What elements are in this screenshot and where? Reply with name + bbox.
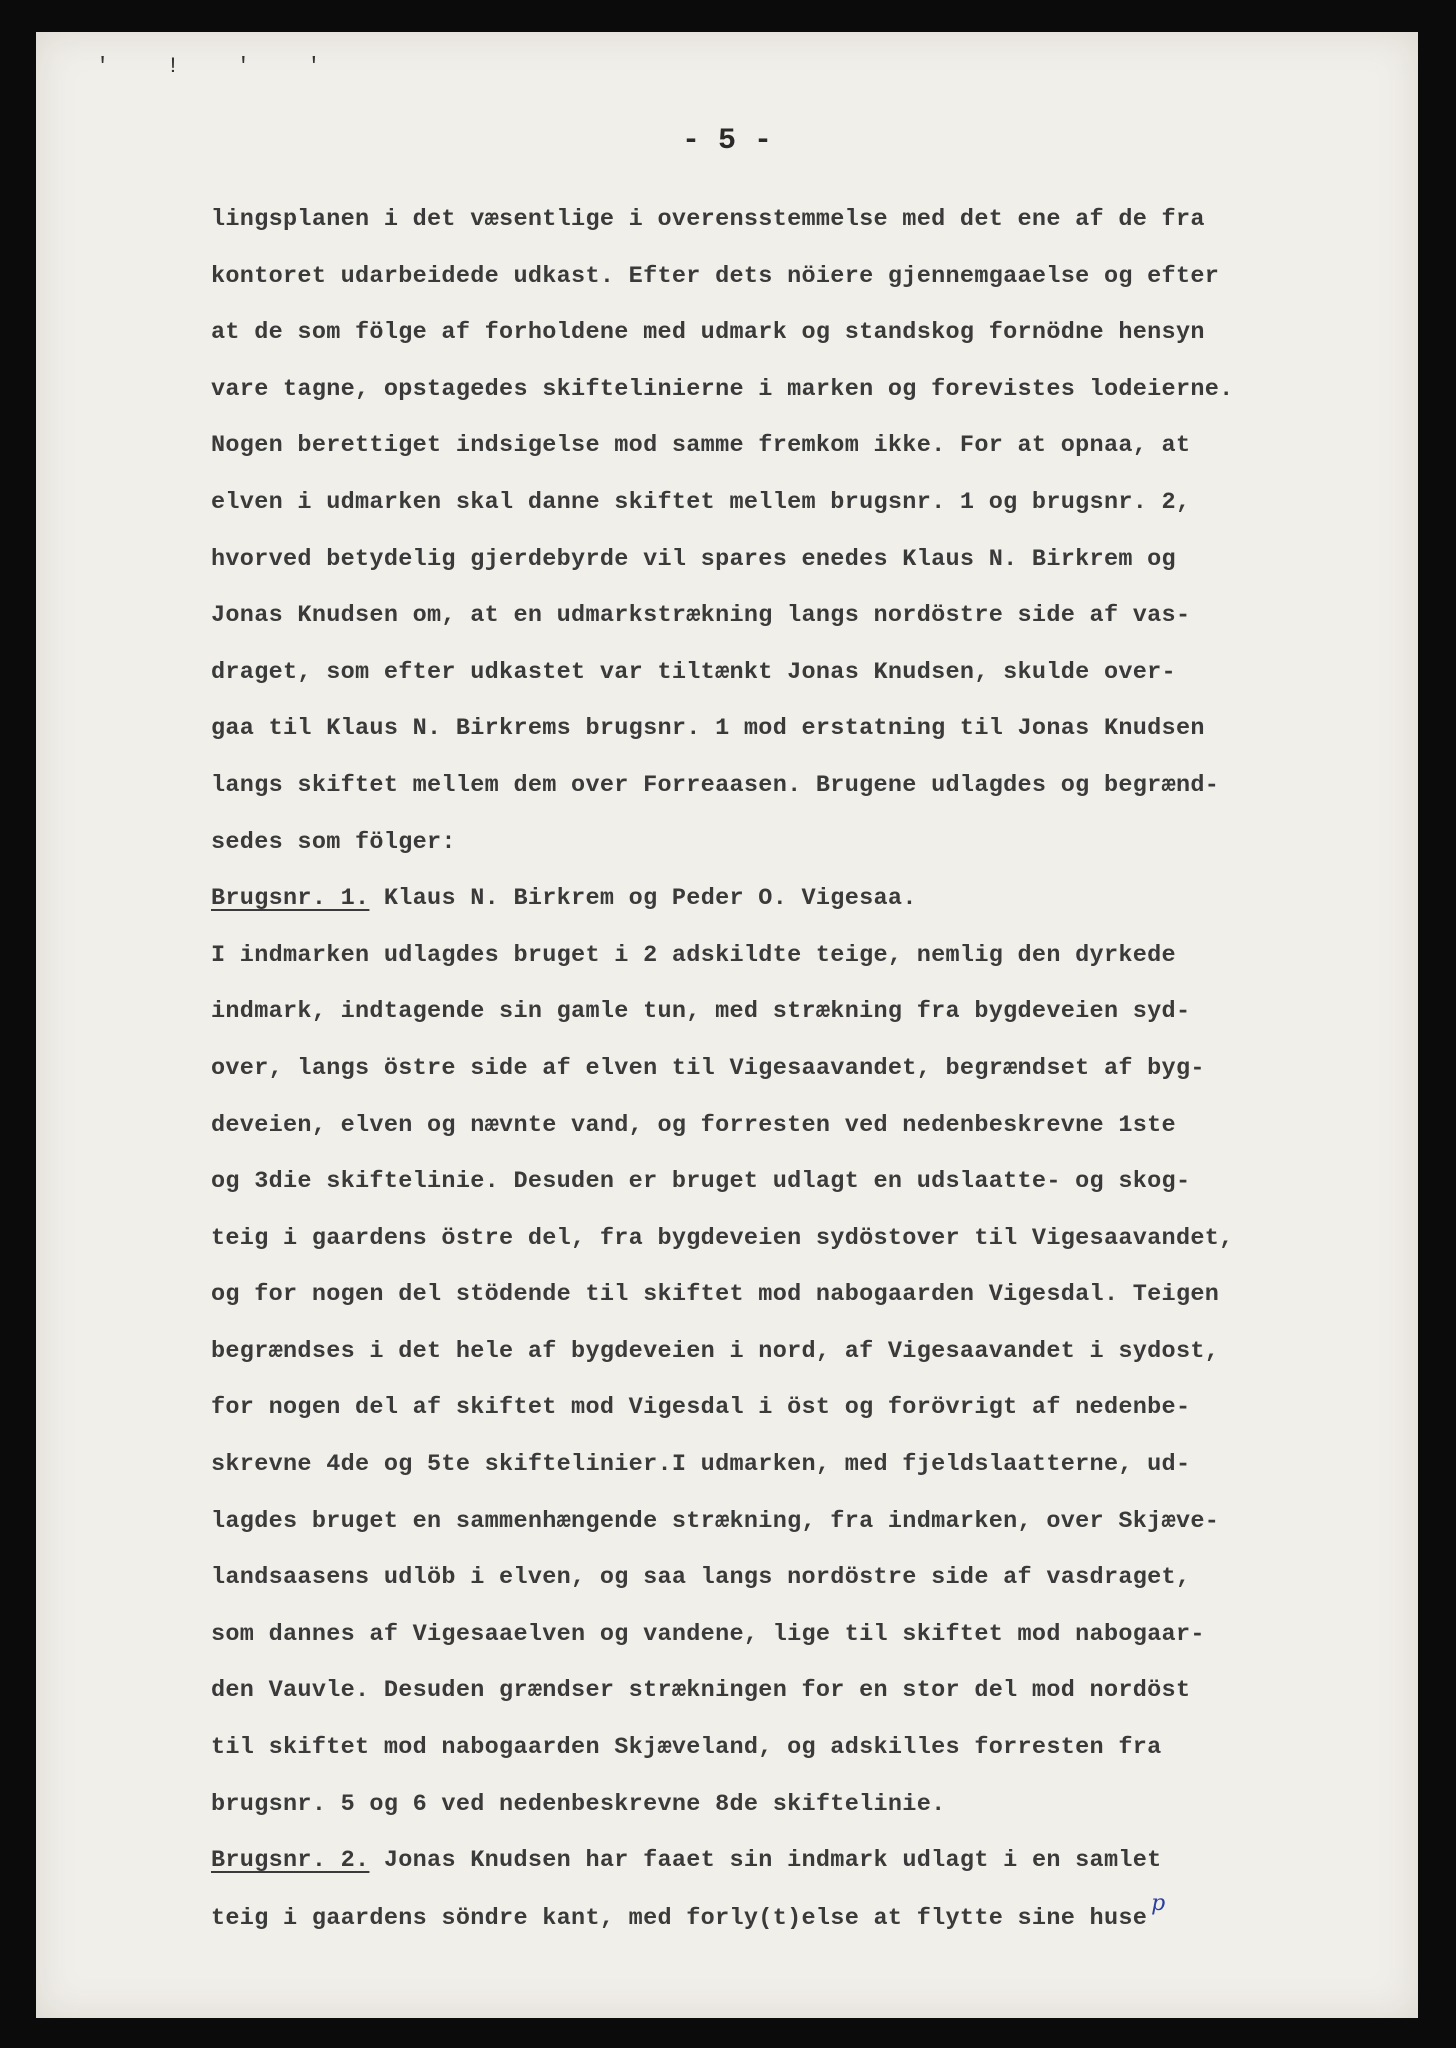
text-line: gaa til Klaus N. Birkrems brugsnr. 1 mod erstatning til Jonas Knudsen [211,715,1205,743]
text-line: over, langs östre side af elven til Vigesaavandet, begrændset af byg- [211,1054,1205,1082]
text-line: hvorved betydelig gjerdebyrde vil spares enedes Klaus N. Birkrem og [211,545,1176,573]
text-line: landsaasens udlöb i elven, og saa langs nordöstre side af vasdraget, [211,1564,1191,1592]
text-line [211,1890,1456,1947]
text-line: brugsnr. 5 og 6 ved nedenbeskrevne 8de skiftelinie. [211,1790,946,1818]
text-line: og 3die skiftelinie. Desuden er bruget udlagt en udslaatte- og skog- [211,1168,1191,1196]
text-line: teig i gaardens östre del, fra bygdeveien sydöstover til Vigesaavandet, [211,1224,1234,1252]
text-line: begrændses i det hele af bygdeveien i nord, af Vigesaavandet i sydost, [211,1337,1220,1365]
handwritten-correction: p [1151,1890,1166,1916]
text-line: den Vauvle. Desuden grændser strækningen for en stor del mod nordöst [211,1677,1191,1705]
line-text: Jonas Knudsen har faaet sin indmark udlagt i en samlet [369,1847,1162,1875]
text-line: til skiftet mod nabogaarden Skjæveland, og adskilles forresten fra [211,1734,1162,1762]
text-line: deveien, elven og nævnte vand, og forresten ved nedenbeskrevne 1ste [211,1111,1176,1139]
text-line: draget, som efter udkastet var tiltænkt Jonas Knudsen, skulde over- [211,658,1176,686]
text-line: vare tagne, opstagedes skiftelinierne i marken og forevistes lodeierne. [211,375,1234,403]
text-line: elven i udmarken skal danne skiftet mellem brugsnr. 1 og brugsnr. 2, [211,488,1191,516]
typewritten-body [211,192,1456,1946]
text-line: lagdes bruget en sammenhængende strækning, fra indmarken, over Skjæve- [211,1507,1220,1535]
text-line: I indmarken udlagdes bruget i 2 adskildte teige, nemlig den dyrkede [211,941,1176,969]
section-heading: Brugsnr. 2. [211,1847,370,1875]
text-line [211,1833,1456,1890]
line-text: Klaus N. Birkrem og Peder O. Vigesaa. [369,885,917,913]
text-line: som dannes af Vigesaaelven og vandene, lige til skiftet mod nabogaar- [211,1620,1205,1648]
text-line: skrevne 4de og 5te skiftelinier.I udmarken, med fjeldslaatterne, ud- [211,1451,1191,1479]
text-line: Jonas Knudsen om, at en udmarkstrækning langs nordöstre side af vas- [211,602,1191,630]
text-line: langs skiftet mellem dem over Forreaasen. Brugene udlagdes og begrænd- [211,771,1220,799]
text-line [211,871,1456,928]
margin-specks: ' ! ' ' [96,54,343,79]
text-line: at de som fölge af forholdene med udmark og standskog fornödne hensyn [211,319,1205,347]
section-heading: Brugsnr. 1. [211,885,370,913]
text-line: lingsplanen i det væsentlige i overensstemmelse med det ene af de fra [211,206,1205,233]
text-line: indmark, indtagende sin gamle tun, med strækning fra bygdeveien syd- [211,998,1191,1026]
line-text: teig i gaardens söndre kant, med forly(t)else at flytte sine huse [211,1904,1148,1932]
text-line: Nogen berettiget indsigelse mod samme fremkom ikke. For at opnaa, at [211,432,1191,460]
text-line: og for nogen del stödende til skiftet mod nabogaarden Vigesdal. Teigen [211,1281,1220,1309]
page-number: - 5 - [681,124,772,158]
document-page [36,32,1418,2018]
text-line: kontoret udarbeidede udkast. Efter dets nöiere gjennemgaaelse og efter [211,262,1220,290]
text-line: sedes som fölger: [211,828,456,856]
text-line: for nogen del af skiftet mod Vigesdal i öst og forövrigt af nedenbe- [211,1394,1191,1422]
